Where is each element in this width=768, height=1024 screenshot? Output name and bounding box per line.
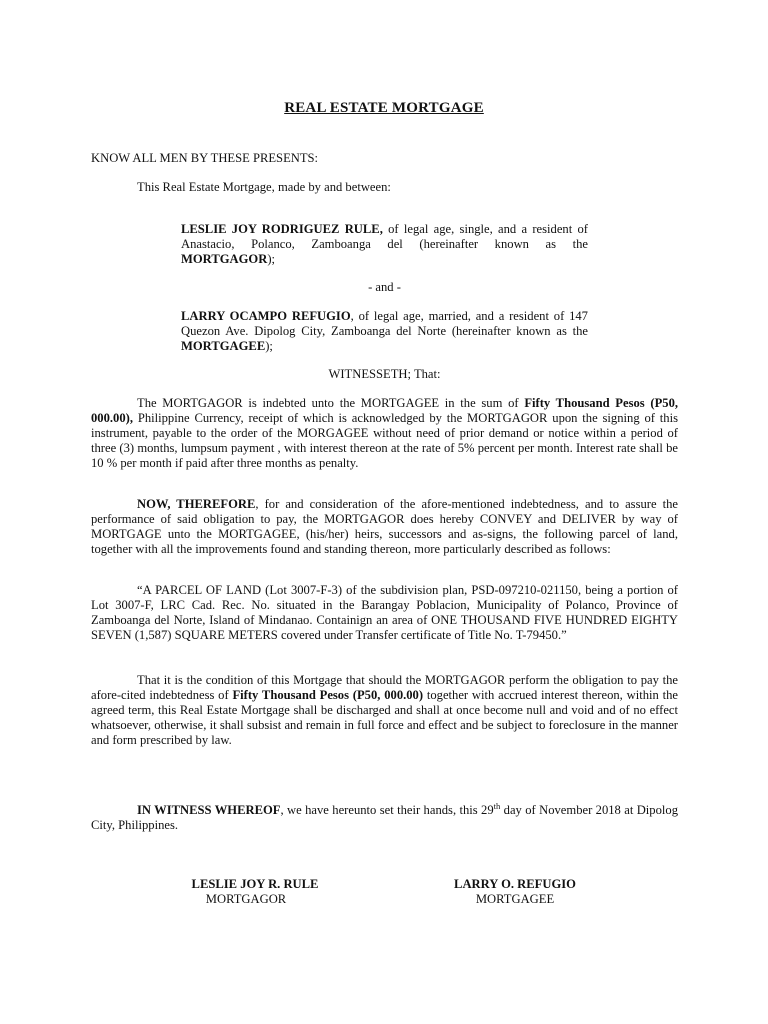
conveyance-lead: NOW, THEREFORE <box>137 497 256 511</box>
mortgagor-signature-name: LESLIE JOY R. RULE <box>191 877 319 891</box>
mortgagee-signature-name: LARRY O. REFUGIO <box>454 877 576 891</box>
mortgagor-name: LESLIE JOY RODRIGUEZ RULE, <box>181 222 383 236</box>
condition-paragraph <box>91 673 678 748</box>
mortgagee-signature-block <box>420 877 610 907</box>
condition-text: That it is the condition of this Mortgage that should the MORTGAGOR perform the obligation to pay the afore-cited indebtedness of <box>91 673 678 702</box>
intro-line: KNOW ALL MEN BY THESE PRESENTS: <box>91 151 319 165</box>
indebtedness-terms: Philippine Currency, receipt of which is acknowledged by the MORTGAGOR upon the signing of this instrument, payable to the order of the MORGAGEE without need of prior demand or notice within a period of three (3) months, lumpsum payment , with interest thereon at the rate of 5% percent per month. Interest rate shall be 10 % per month if paid after three months as penalty. <box>91 411 678 470</box>
witnesseth-line: WITNESSETH; That: <box>328 367 441 381</box>
mortgagee-text-end: ); <box>265 339 273 353</box>
mortgagee-role: MORTGAGEE <box>181 339 266 353</box>
made-by-line: This Real Estate Mortgage, made by and between: <box>137 180 391 194</box>
mortgagor-signature-block <box>160 877 350 907</box>
mortgagee-signature-role: MORTGAGEE <box>475 892 555 906</box>
mortgagor-role: MORTGAGOR <box>181 252 268 266</box>
property-description-paragraph: “A PARCEL OF LAND (Lot 3007-F-3) of the subdivision plan, PSD-097210-021150, being a portion of Lot 3007-F, LRC Cad. Rec. No. situated in the Barangay Poblacion, Municipality of Polanco, Province of Zamboanga del Norte, Island of Mindanao. Containign an area of ONE THOUSAND FIVE HUNDRED EIGHTY SEVEN (1,587) SQUARE METERS covered under Transfer certificate of Title No. T-79450.” <box>91 583 678 642</box>
mortgagor-signature-role: MORTGAGOR <box>205 892 287 906</box>
indebtedness-paragraph <box>91 396 678 471</box>
witness-text: , we have hereunto set their hands, this 29 <box>280 803 494 817</box>
witness-text-end: day of November 2018 at Dipolog City, Philippines. <box>91 803 678 832</box>
mortgagor-party-paragraph <box>181 222 588 267</box>
indebtedness-amount: Fifty Thousand Pesos (P50, 000.00), <box>91 396 679 425</box>
day-ordinal-suffix: th <box>493 800 501 811</box>
condition-terms: together with accrued interest thereon, within the agreed term, this Real Estate Mortgage shall be discharged and shall at once become null and void and of no effect whatsoever, otherwise, it shall subsist and remain in full force and effect and be subject to foreclosure in the manner and form prescribed by law. <box>91 688 678 747</box>
conveyance-paragraph <box>91 497 678 557</box>
mortgagee-text: , of legal age, married, and a resident of 147 Quezon Ave. Dipolog City, Zamboanga del Norte (hereinafter known as the <box>181 309 588 338</box>
conveyance-text: , for and consideration of the afore-mentioned indebtedness, and to assure the performance of said obligation to pay, the MORTGAGOR does hereby CONVEY and DELIVER by way of MORTGAGE unto the MORTGAGEE, (his/her) heirs, successors and as-signs, the following parcel of land, together with all the improvements found and standing thereon, more particularly described as follows: <box>91 497 678 556</box>
indebtedness-text: The MORTGAGOR is indebted unto the MORTGAGEE in the sum of <box>137 396 525 410</box>
mortgagee-name: LARRY OCAMPO REFUGIO <box>181 309 351 323</box>
mortgagor-text-end: ); <box>267 252 276 266</box>
witness-paragraph <box>91 800 678 833</box>
mortgagee-party-paragraph <box>181 309 588 354</box>
mortgagor-text: of legal age, single, and a resident of Anastacio, Polanco, Zamboanga del (hereinafter known as the <box>181 222 588 251</box>
condition-amount: Fifty Thousand Pesos (P50, 000.00) <box>232 688 424 702</box>
and-separator: - and - <box>368 280 401 294</box>
document-title: REAL ESTATE MORTGAGE <box>284 100 484 116</box>
witness-lead: IN WITNESS WHEREOF <box>137 803 281 817</box>
